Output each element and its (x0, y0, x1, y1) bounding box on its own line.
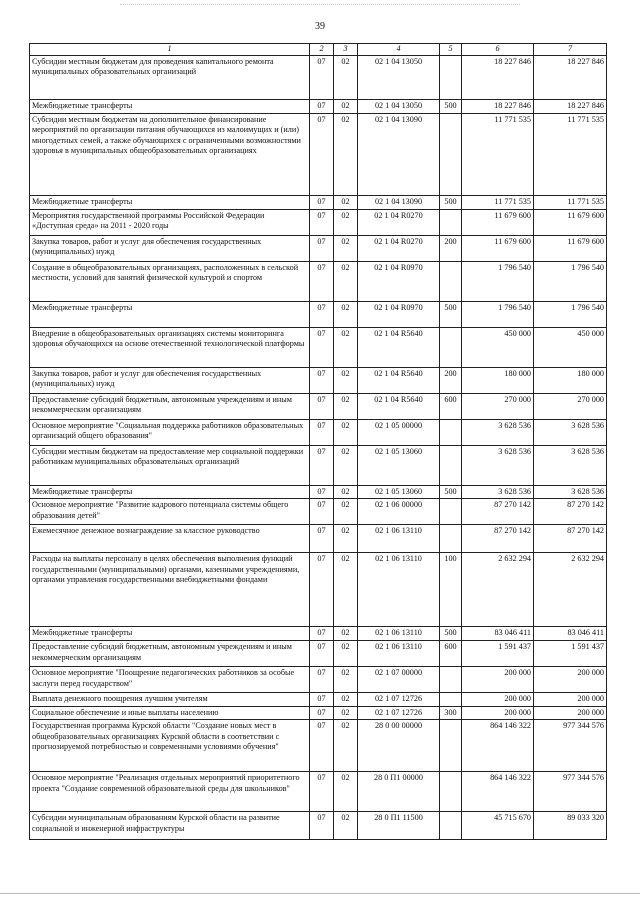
row-target-code: 02 1 04 R5640 (358, 393, 440, 419)
row-section: 07 (310, 720, 334, 772)
row-amount-2: 11 679 600 (534, 235, 607, 261)
row-subsection: 02 (334, 641, 358, 667)
row-section: 07 (310, 209, 334, 235)
row-target-code: 02 1 06 13110 (358, 641, 440, 667)
table-row (30, 301, 607, 327)
column-header: 2 (310, 44, 334, 56)
row-expense-type: 300 (440, 706, 462, 720)
row-section: 07 (310, 445, 334, 485)
row-amount-2: 3 628 536 (534, 419, 607, 445)
table-row (30, 113, 607, 195)
row-amount-1: 864 146 322 (462, 772, 534, 812)
row-subsection: 02 (334, 812, 358, 840)
row-subsection: 02 (334, 772, 358, 812)
column-header: 7 (534, 44, 607, 56)
row-amount-2: 18 227 846 (534, 55, 607, 99)
row-amount-1: 45 715 670 (462, 812, 534, 840)
row-target-code: 02 1 07 00000 (358, 667, 440, 693)
table-row (30, 367, 607, 393)
row-subsection: 02 (334, 499, 358, 525)
row-section: 07 (310, 772, 334, 812)
row-amount-2: 87 270 142 (534, 499, 607, 525)
row-subsection: 02 (334, 720, 358, 772)
row-name: Расходы на выплаты персоналу в целях обеспечения выполнения функций государственными (муниципальными) органами, казенными учреждениями, органами управления государственными внебюджетными фондами (30, 553, 310, 627)
row-name: Основное мероприятие "Развитие кадрового потенциала системы общего образования детей" (30, 499, 310, 525)
row-name: Закупка товаров, работ и услуг для обеспечения государственных (муниципальных) нужд (30, 235, 310, 261)
column-header: 4 (358, 44, 440, 56)
row-target-code: 02 1 04 R0970 (358, 301, 440, 327)
row-name: Основное мероприятие "Реализация отдельных мероприятий приоритетного проекта "Создание современной образовательной среды для школьников" (30, 772, 310, 812)
row-amount-1: 11 771 535 (462, 195, 534, 209)
row-amount-2: 1 796 540 (534, 261, 607, 301)
column-header: 1 (30, 44, 310, 56)
budget-table (29, 43, 607, 840)
row-subsection: 02 (334, 419, 358, 445)
row-target-code: 28 0 П1 00000 (358, 772, 440, 812)
table-header-row (30, 44, 607, 56)
row-amount-1: 1 796 540 (462, 301, 534, 327)
row-section: 07 (310, 525, 334, 553)
row-amount-2: 11 771 535 (534, 195, 607, 209)
row-section: 07 (310, 667, 334, 693)
row-subsection: 02 (334, 393, 358, 419)
row-amount-2: 450 000 (534, 327, 607, 367)
row-subsection: 02 (334, 367, 358, 393)
row-name: Межбюджетные трансферты (30, 485, 310, 499)
table-row (30, 445, 607, 485)
row-section: 07 (310, 693, 334, 707)
row-amount-2: 18 227 846 (534, 99, 607, 113)
row-expense-type (440, 772, 462, 812)
row-expense-type: 600 (440, 393, 462, 419)
row-section: 07 (310, 553, 334, 627)
row-amount-2: 180 000 (534, 367, 607, 393)
row-amount-1: 200 000 (462, 667, 534, 693)
row-subsection: 02 (334, 553, 358, 627)
row-expense-type: 100 (440, 553, 462, 627)
row-name: Закупка товаров, работ и услуг для обеспечения государственных (муниципальных) нужд (30, 367, 310, 393)
row-subsection: 02 (334, 261, 358, 301)
row-amount-2: 200 000 (534, 706, 607, 720)
row-name: Государственная программа Курской области "Создание новых мест в общеобразовательных организациях Курской области в соответствии с прогнозируемой потребностью и современными условиями обучения" (30, 720, 310, 772)
row-name: Субсидии местным бюджетам на предоставление мер социальной поддержки работникам муниципальных образовательных организаций (30, 445, 310, 485)
row-name: Субсидии местным бюджетам на дополнительное финансирование мероприятий по организации питания обучающихся из малоимущих и (или) многодетных семей, а также обучающихся с ограниченными возможностями здоровья в муниципальных общеобразовательных организациях (30, 113, 310, 195)
row-subsection: 02 (334, 706, 358, 720)
row-subsection: 02 (334, 667, 358, 693)
table-row (30, 393, 607, 419)
row-subsection: 02 (334, 235, 358, 261)
row-section: 07 (310, 195, 334, 209)
table-row (30, 195, 607, 209)
row-name: Субсидии муниципальным образованиям Курской области на развитие социальной и инженерной инфраструктуры (30, 812, 310, 840)
row-target-code: 02 1 05 00000 (358, 419, 440, 445)
row-section: 07 (310, 235, 334, 261)
row-name: Межбюджетные трансферты (30, 301, 310, 327)
row-expense-type: 500 (440, 485, 462, 499)
row-section: 07 (310, 706, 334, 720)
row-target-code: 02 1 04 R0970 (358, 261, 440, 301)
row-amount-1: 200 000 (462, 706, 534, 720)
row-subsection: 02 (334, 445, 358, 485)
table-row (30, 261, 607, 301)
row-amount-2: 270 000 (534, 393, 607, 419)
row-section: 07 (310, 419, 334, 445)
row-amount-2: 1 796 540 (534, 301, 607, 327)
table-row (30, 327, 607, 367)
row-expense-type (440, 113, 462, 195)
row-expense-type: 500 (440, 627, 462, 641)
row-amount-1: 83 046 411 (462, 627, 534, 641)
row-subsection: 02 (334, 99, 358, 113)
row-section: 07 (310, 367, 334, 393)
row-amount-2: 11 771 535 (534, 113, 607, 195)
row-expense-type (440, 209, 462, 235)
row-section: 07 (310, 641, 334, 667)
row-amount-1: 3 628 536 (462, 445, 534, 485)
row-expense-type (440, 720, 462, 772)
row-subsection: 02 (334, 195, 358, 209)
row-expense-type: 600 (440, 641, 462, 667)
table-row (30, 706, 607, 720)
table-row (30, 772, 607, 812)
table-row (30, 627, 607, 641)
row-section: 07 (310, 627, 334, 641)
row-expense-type: 500 (440, 195, 462, 209)
row-target-code: 02 1 07 12726 (358, 706, 440, 720)
table-row (30, 553, 607, 627)
row-target-code: 02 1 04 13050 (358, 55, 440, 99)
row-amount-1: 18 227 846 (462, 99, 534, 113)
row-expense-type: 500 (440, 301, 462, 327)
row-name: Межбюджетные трансферты (30, 195, 310, 209)
row-name: Субсидии местным бюджетам для проведения капитального ремонта муниципальных образовательных организаций (30, 55, 310, 99)
row-section: 07 (310, 113, 334, 195)
row-amount-2: 200 000 (534, 693, 607, 707)
row-name: Предоставление субсидий бюджетным, автономным учреждениям и иным некоммерческим организациям (30, 641, 310, 667)
row-name: Основное мероприятие "Социальная поддержка работников образовательных организаций общего образования" (30, 419, 310, 445)
row-name: Предоставление субсидий бюджетным, автономным учреждениям и иным некоммерческим организациям (30, 393, 310, 419)
table-row (30, 419, 607, 445)
row-name: Социальное обеспечение и иные выплаты населению (30, 706, 310, 720)
row-name: Основное мероприятие "Поощрение педагогических работников за особые заслуги перед государством" (30, 667, 310, 693)
row-target-code: 02 1 04 13050 (358, 99, 440, 113)
row-name: Ежемесячное денежное вознаграждение за классное руководство (30, 525, 310, 553)
row-expense-type (440, 327, 462, 367)
row-section: 07 (310, 99, 334, 113)
scan-artifact-line (120, 4, 520, 6)
row-target-code: 02 1 06 00000 (358, 499, 440, 525)
column-header: 6 (462, 44, 534, 56)
row-amount-2: 1 591 437 (534, 641, 607, 667)
row-subsection: 02 (334, 113, 358, 195)
row-target-code: 02 1 07 12726 (358, 693, 440, 707)
row-target-code: 28 0 00 00000 (358, 720, 440, 772)
row-section: 07 (310, 327, 334, 367)
row-amount-1: 87 270 142 (462, 499, 534, 525)
table-row (30, 55, 607, 99)
row-amount-2: 87 270 142 (534, 525, 607, 553)
row-expense-type (440, 812, 462, 840)
column-header: 3 (334, 44, 358, 56)
row-target-code: 02 1 04 R5640 (358, 367, 440, 393)
row-amount-1: 270 000 (462, 393, 534, 419)
row-expense-type (440, 261, 462, 301)
row-section: 07 (310, 499, 334, 525)
table-row (30, 485, 607, 499)
row-subsection: 02 (334, 55, 358, 99)
row-target-code: 02 1 04 R0270 (358, 235, 440, 261)
row-amount-1: 11 679 600 (462, 235, 534, 261)
column-header: 5 (440, 44, 462, 56)
row-target-code: 02 1 06 13110 (358, 525, 440, 553)
row-name: Мероприятия государственной программы Российской Федерации «Доступная среда» на 2011 - 2020 годы (30, 209, 310, 235)
table-row (30, 209, 607, 235)
row-expense-type (440, 667, 462, 693)
row-amount-2: 11 679 600 (534, 209, 607, 235)
row-section: 07 (310, 485, 334, 499)
row-amount-1: 3 628 536 (462, 419, 534, 445)
row-expense-type: 200 (440, 235, 462, 261)
row-amount-2: 2 632 294 (534, 553, 607, 627)
row-amount-1: 11 771 535 (462, 113, 534, 195)
row-expense-type: 200 (440, 367, 462, 393)
row-target-code: 02 1 04 13090 (358, 195, 440, 209)
row-amount-1: 1 796 540 (462, 261, 534, 301)
table-row (30, 99, 607, 113)
row-amount-1: 2 632 294 (462, 553, 534, 627)
row-section: 07 (310, 55, 334, 99)
row-subsection: 02 (334, 301, 358, 327)
row-amount-1: 864 146 322 (462, 720, 534, 772)
row-name: Выплата денежного поощрения лучшим учителям (30, 693, 310, 707)
row-name: Внедрение в общеобразовательных организациях системы мониторинга здоровья обучающихся на основе отечественной технологической платформы (30, 327, 310, 367)
row-expense-type: 500 (440, 99, 462, 113)
row-amount-2: 89 033 320 (534, 812, 607, 840)
row-amount-1: 1 591 437 (462, 641, 534, 667)
row-amount-1: 18 227 846 (462, 55, 534, 99)
row-expense-type (440, 419, 462, 445)
table-row (30, 667, 607, 693)
row-amount-1: 200 000 (462, 693, 534, 707)
row-section: 07 (310, 261, 334, 301)
row-amount-1: 450 000 (462, 327, 534, 367)
row-amount-1: 87 270 142 (462, 525, 534, 553)
table-row (30, 812, 607, 840)
row-amount-1: 180 000 (462, 367, 534, 393)
row-target-code: 02 1 06 13110 (358, 553, 440, 627)
page-number: 39 (315, 21, 325, 32)
row-target-code: 02 1 04 R5640 (358, 327, 440, 367)
table-row (30, 235, 607, 261)
row-name: Межбюджетные трансферты (30, 627, 310, 641)
row-amount-1: 3 628 536 (462, 485, 534, 499)
row-subsection: 02 (334, 525, 358, 553)
row-amount-2: 977 344 576 (534, 720, 607, 772)
table-row (30, 720, 607, 772)
row-amount-2: 3 628 536 (534, 485, 607, 499)
row-target-code: 02 1 05 13060 (358, 445, 440, 485)
row-amount-1: 11 679 600 (462, 209, 534, 235)
row-amount-2: 83 046 411 (534, 627, 607, 641)
row-target-code: 02 1 06 13110 (358, 627, 440, 641)
row-expense-type (440, 445, 462, 485)
row-subsection: 02 (334, 327, 358, 367)
table-row (30, 525, 607, 553)
table-row (30, 641, 607, 667)
row-name: Создание в общеобразовательных организациях, расположенных в сельской местности, условий для занятий физической культурой и спортом (30, 261, 310, 301)
row-expense-type (440, 525, 462, 553)
row-subsection: 02 (334, 693, 358, 707)
row-section: 07 (310, 301, 334, 327)
row-target-code: 28 0 П1 11500 (358, 812, 440, 840)
table-row (30, 693, 607, 707)
row-amount-2: 977 344 576 (534, 772, 607, 812)
row-target-code: 02 1 05 13060 (358, 485, 440, 499)
row-expense-type (440, 55, 462, 99)
row-section: 07 (310, 812, 334, 840)
row-subsection: 02 (334, 627, 358, 641)
page-bottom-rule (0, 893, 640, 894)
row-expense-type (440, 499, 462, 525)
row-section: 07 (310, 393, 334, 419)
row-expense-type (440, 693, 462, 707)
row-target-code: 02 1 04 13090 (358, 113, 440, 195)
row-subsection: 02 (334, 209, 358, 235)
row-subsection: 02 (334, 485, 358, 499)
row-amount-2: 3 628 536 (534, 445, 607, 485)
row-amount-2: 200 000 (534, 667, 607, 693)
table-row (30, 499, 607, 525)
row-name: Межбюджетные трансферты (30, 99, 310, 113)
row-target-code: 02 1 04 R0270 (358, 209, 440, 235)
